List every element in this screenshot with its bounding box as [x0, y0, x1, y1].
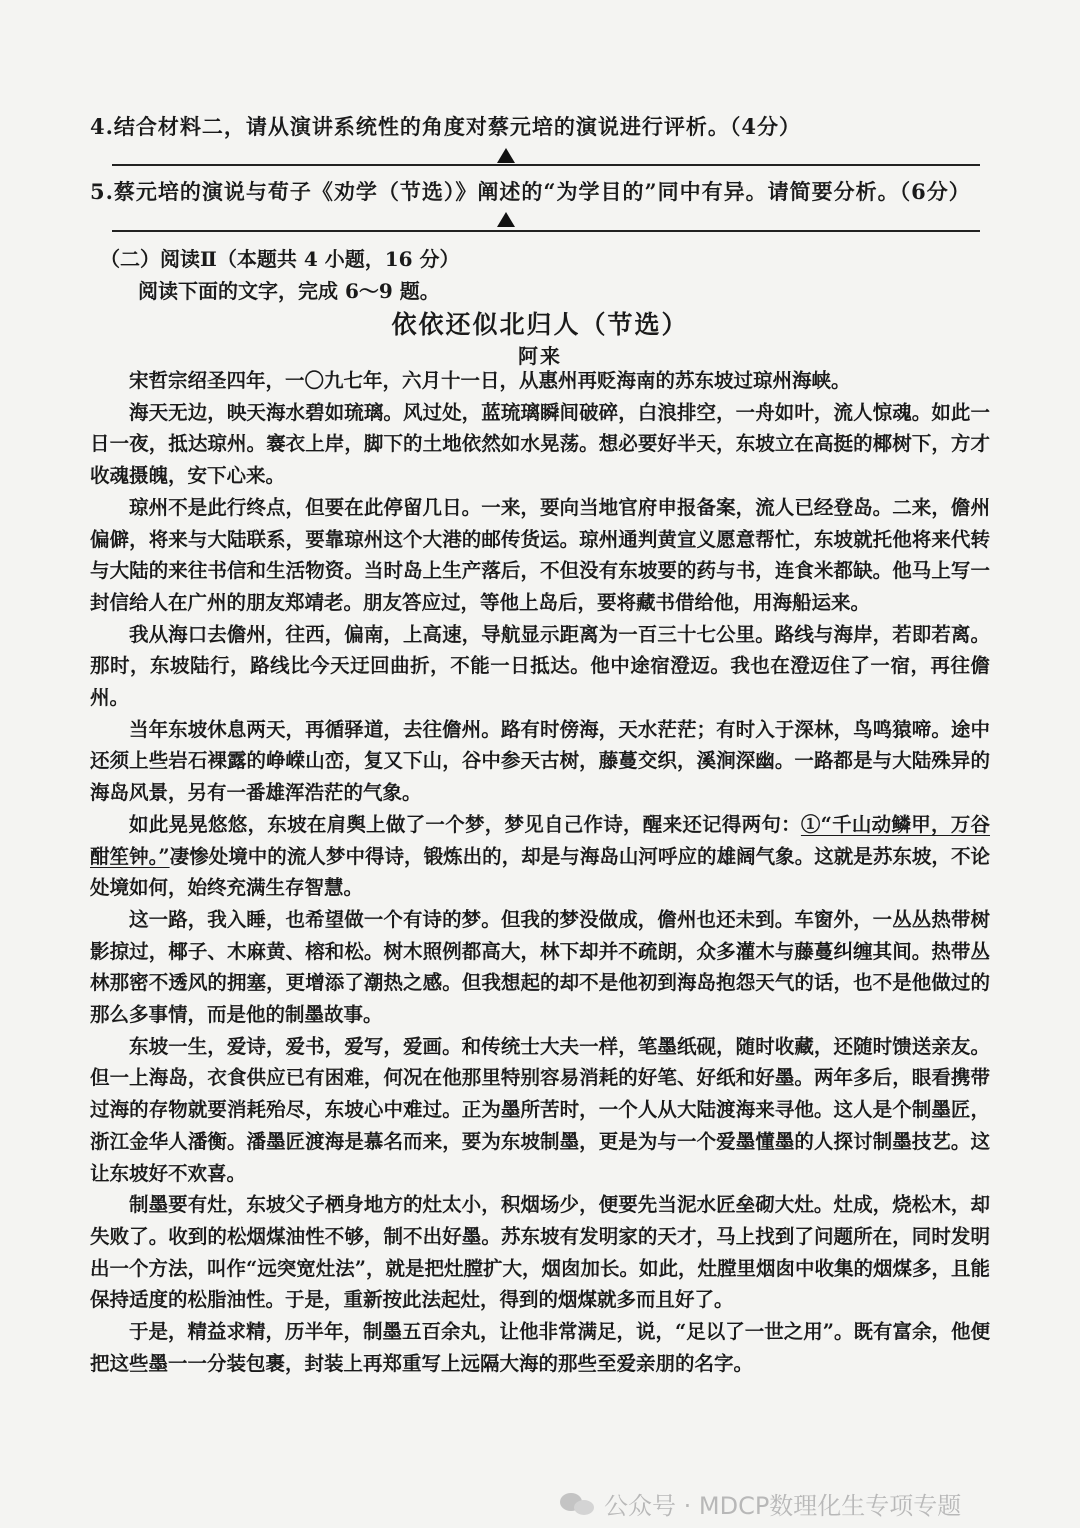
article-title: 依依还似北归人（节选）: [391, 310, 689, 339]
article-body: [90, 365, 990, 1380]
paragraph: 这一路，我入睡，也希望做一个有诗的梦。但我的梦没做成，儋州也还未到。车窗外，一丛丛热带树影掠过，椰子、木麻黄、榕和松。树木照例都高大，林下却并不疏朗，众多灌木与藤蔓纠缠其间。热带丛林那密不透风的拥塞，更增添了潮热之感。但我想起的却不是他初到海岛抱怨天气的话，也不是他做过的那么多事情，而是他的制墨故事。: [90, 907, 990, 1027]
question-5: 5.蔡元培的演说与荀子《劝学（节选）》阐述的“为学目的”同中有异。请简要分析。（6分）: [90, 179, 971, 204]
section-instruction: 阅读下面的文字，完成 6～9 题。: [138, 279, 440, 303]
paragraph: [90, 809, 990, 904]
answer-line: [112, 164, 980, 166]
paragraph: 制墨要有灶，东坡父子栖身地方的灶太小，积烟场少，便要先当泥水匠垒砌大灶。灶成，烧松木，却失败了。收到的松烟煤油性不够，制不出好墨。苏东坡有发明家的天才，马上找到了问题所在，同时发明出一个方法，叫作“远突宽灶法”，就是把灶膛扩大，烟囱加长。如此，灶膛里烟囱中收集的烟煤多，且能保持适度的松脂油性。于是，重新按此法起灶，得到的烟煤就多而且好了。: [90, 1193, 990, 1312]
paragraph: 于是，精益求精，历半年，制墨五百余丸，让他非常满足，说，“足以了一世之用”。既有富余，他便把这些墨一一分装包裹，封装上再郑重写上远隔大海的那些至爱亲朋的名字。: [90, 1320, 990, 1375]
article-author: 阿来: [518, 344, 562, 368]
wechat-icon: [560, 1491, 596, 1517]
paragraph: 当年东坡休息两天，再循驿道，去往儋州。路有时傍海，天水茫茫；有时入于深林，鸟鸣猿啼。途中还须上些岩石裸露的峥嵘山峦，复又下山，谷中参天古树，藤蔓交织，溪涧深幽。一路都是与大陆殊异的海岛风景，另有一番雄浑浩茫的气象。: [90, 717, 990, 805]
paragraph: 琼州不是此行终点，但要在此停留几日。一来，要向当地官府申报备案，流人已经登岛。二来，儋州偏僻，将来与大陆联系，要靠琼州这个大港的邮传货运。琼州通判黄宣义愿意帮忙，东坡就托他将来代转与大陆的来往书信和生活物资。当时岛上生产落后，不但没有东坡要的药与书，连食米都缺。他马上写一封信给人在广州的朋友郑靖老。朋友答应过，等他上岛后，要将藏书借给他，用海船运来。: [90, 495, 990, 614]
answer-marker-icon: [497, 212, 515, 227]
paragraph: 海天无边，映天海水碧如琉璃。风过处，蓝琉璃瞬间破碎，白浪排空，一舟如叶，流人惊魂。如此一日一夜，抵达琼州。褰衣上岸，脚下的土地依然如水晃荡。想必要好半天，东坡立在高挺的椰树下，方才收魂摄魄，安下心来。: [90, 400, 990, 488]
answer-line: [112, 230, 980, 232]
underlined-quote: ①“千山动鳞甲，万谷酣笙钟。”: [90, 812, 990, 868]
question-4: 4.结合材料二，请从演讲系统性的角度对蔡元培的演说进行评析。（4分）: [90, 114, 802, 139]
paragraph-text: 凄惨处境中的流人梦中得诗，锻炼出的，却是与海岛山河呼应的雄阔气象。这就是苏东坡，不论处境如何，始终充满生存智慧。: [90, 844, 990, 900]
answer-marker-icon: [497, 148, 515, 163]
paragraph: 宋哲宗绍圣四年，一〇九七年，六月十一日，从惠州再贬海南的苏东坡过琼州海峡。: [129, 369, 851, 392]
section-header: （二）阅读Ⅱ（本题共 4 小题，16 分）: [100, 247, 460, 271]
paragraph: 东坡一生，爱诗，爱书，爱写，爱画。和传统士大夫一样，笔墨纸砚，随时收藏，还随时馈送亲友。但一上海岛，衣食供应已有困难，何况在他那里特别容易消耗的好笔、好纸和好墨。两年多后，眼看携带过海的存物就要消耗殆尽，东坡心中难过。正为墨所苦时，一个人从大陆渡海来寻他。这人是个制墨匠，浙江金华人潘衡。潘墨匠渡海是慕名而来，要为东坡制墨，更是为与一个爱墨懂墨的人探讨制墨技艺。这让东坡好不欢喜。: [90, 1034, 990, 1185]
watermark-text: 公众号 · MDCP数理化生专项专题: [604, 1492, 962, 1520]
paragraph-text: 如此晃晃悠悠，东坡在肩舆上做了一个梦，梦见自己作诗，醒来还记得两句：: [129, 812, 801, 836]
watermark: [560, 1486, 961, 1521]
paragraph: 我从海口去儋州，往西，偏南，上高速，导航显示距离为一百三十七公里。路线与海岸，若即若离。那时，东坡陆行，路线比今天迂回曲折，不能一日抵达。他中途宿澄迈。我也在澄迈住了一宿，再往儋州。: [90, 622, 990, 710]
